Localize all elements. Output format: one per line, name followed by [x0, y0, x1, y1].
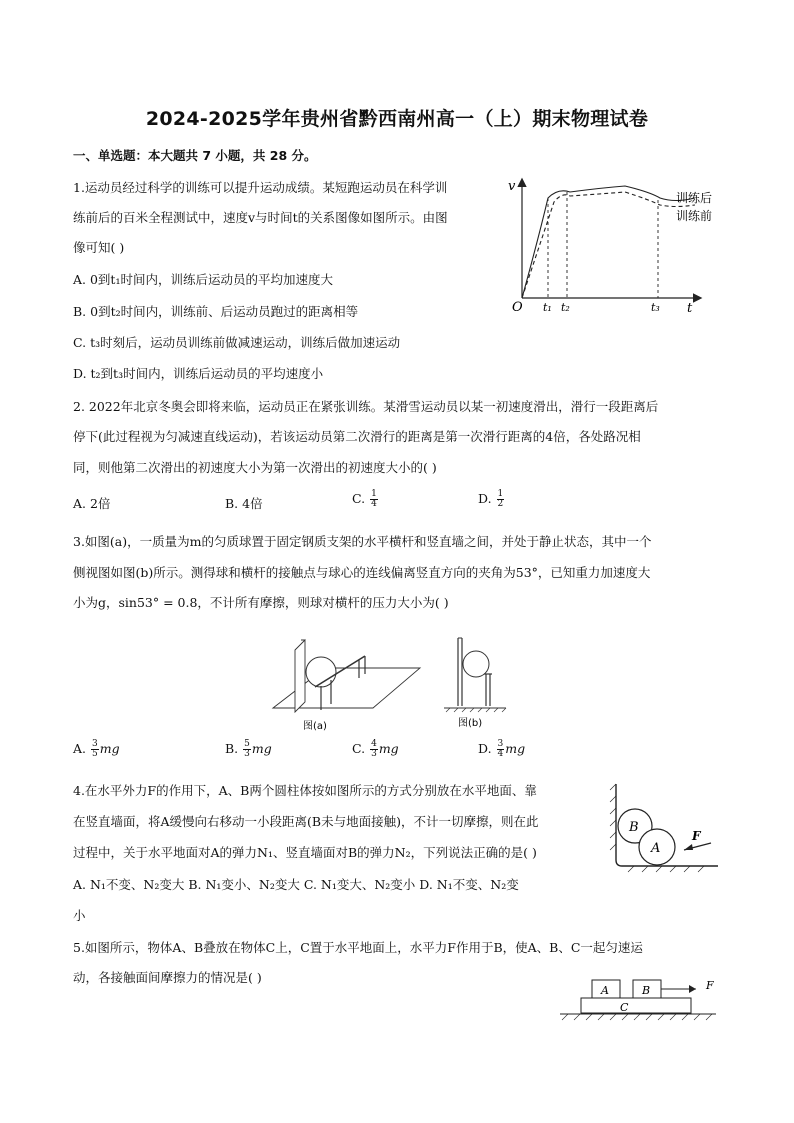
q3-option-d[interactable]: D. $\frac{3}{4}$ mg	[478, 739, 526, 759]
force-label: F	[692, 829, 701, 843]
q1-line-3: 像可知( )	[73, 240, 125, 255]
q3-option-b[interactable]: B. $\frac{5}{3}$ mg	[225, 739, 272, 759]
label-c: C	[620, 1001, 629, 1014]
legend-after-training: 训练后	[676, 191, 713, 205]
fraction: $\frac{4}{3}$	[371, 739, 377, 759]
q3-line-1: 3.如图(a)，一质量为m的匀质球置于固定钢质支架的水平横杆和竖直墙之间，并处于静止状态，其中一个	[73, 534, 652, 549]
q2-option-c[interactable]: C. $\frac{1}{4}$	[352, 489, 377, 509]
fig-b-caption: 图(b)	[458, 718, 483, 729]
q3-line-2: 侧视图如图(b)所示。测得球和横杆的接触点与球心的连线偏离竖直方向的夹角为53°，已知重力加速度大	[73, 565, 651, 580]
label-a: A	[601, 984, 609, 997]
q3-line-3: 小为g，sin53° = 0.8，不计所有摩擦，则球对横杆的压力大小为( )	[73, 595, 449, 610]
force-label: F	[706, 979, 714, 992]
q3-figure-b	[440, 632, 510, 732]
fraction: $\frac{5}{3}$	[244, 739, 250, 759]
block-c	[581, 998, 691, 1013]
q4-line-1: 4.在水平外力F的作用下，A、B两个圆柱体按如图所示的方式分别放在水平地面、靠	[73, 783, 537, 798]
q1-option-a[interactable]: A. 0到t₁时间内，训练后运动员的平均加速度大	[73, 272, 333, 287]
q1-velocity-time-graph	[500, 170, 750, 315]
q5-line-2: 动，各接触面间摩擦力的情况是( )	[73, 970, 262, 985]
q1-line-1: 1.运动员经过科学的训练可以提升运动成绩。某短跑运动员在科学训	[73, 180, 448, 195]
q2-line-1: 2. 2022年北京冬奥会即将来临，运动员正在紧张训练。某滑雪运动员以某一初速度滑出，滑行一段距离后	[73, 399, 659, 414]
q3-option-a[interactable]: A. $\frac{3}{5}$ mg	[73, 739, 120, 759]
q2-option-d[interactable]: D. $\frac{1}{2}$	[478, 489, 504, 509]
origin-label: O	[512, 300, 523, 315]
q1-option-b[interactable]: B. 0到t₂时间内，训练前、后运动员跑过的距离相等	[73, 304, 359, 319]
fraction: $\frac{3}{5}$	[92, 739, 98, 759]
q2-line-2: 停下(此过程视为匀减速直线运动)，若该运动员第二次滑行的距离是第一次滑行距离的4倍，各处路况相	[73, 429, 641, 444]
q3-figure-a	[265, 632, 425, 732]
fraction: $\frac{3}{4}$	[497, 739, 504, 759]
q1-option-d[interactable]: D. t₂到t₃时间内，训练后运动员的平均速度小	[73, 366, 324, 381]
fig-a-caption: 图(a)	[303, 721, 327, 732]
q2-option-a[interactable]: A. 2倍	[73, 496, 111, 511]
q1-option-c[interactable]: C. t₃时刻后，运动员训练前做减速运动，训练后做加速运动	[73, 335, 401, 350]
v-axis-label: v	[508, 179, 516, 194]
q4-cylinder-figure	[608, 780, 723, 875]
label-a: A	[651, 841, 661, 856]
label-b: B	[629, 820, 639, 835]
q3-option-c[interactable]: C. $\frac{4}{3}$ mg	[352, 739, 399, 759]
q5-line-1: 5.如图所示，物体A、B叠放在物体C上，C置于水平地面上，水平力F作用于B，使A、B、C一起匀速运	[73, 940, 643, 955]
legend-before-training: 训练前	[676, 209, 713, 223]
fraction: $\frac{1}{4}$	[371, 489, 377, 509]
q4-options[interactable]: A. N₁不变、N₂变大 B. N₁变小、N₂变大 C. N₁变大、N₂变小 D. N₁不变、N₂变	[73, 877, 519, 892]
q5-stacked-blocks-figure	[556, 972, 726, 1024]
t1-tick-label: t₁	[543, 301, 552, 314]
q4-line-2: 在竖直墙面，将A缓慢向右移动一小段距离(B未与地面接触)，不计一切摩擦，则在此	[73, 814, 539, 829]
q4-options-tail: 小	[73, 908, 86, 923]
q2-option-b[interactable]: B. 4倍	[225, 496, 263, 511]
ball	[463, 651, 489, 677]
wall	[295, 640, 305, 712]
t2-tick-label: t₂	[561, 301, 570, 314]
fraction: $\frac{1}{2}$	[497, 489, 504, 509]
t-axis-label: t	[687, 301, 693, 315]
q2-line-3: 同，则他第二次滑出的初速度大小为第一次滑出的初速度大小的( )	[73, 460, 437, 475]
q1-line-2: 练前后的百米全程测试中，速度v与时间t的关系图像如图所示。由图	[73, 210, 448, 225]
section-heading: 一、单选题：本大题共 7 小题，共 28 分。	[73, 148, 317, 163]
t3-tick-label: t₃	[651, 301, 660, 314]
q4-line-3: 过程中，关于水平地面对A的弹力N₁、竖直墙面对B的弹力N₂，下列说法正确的是( )	[73, 845, 537, 860]
label-b: B	[642, 984, 651, 997]
page-title: 2024-2025学年贵州省黔西南州高一（上）期末物理试卷	[145, 108, 649, 130]
